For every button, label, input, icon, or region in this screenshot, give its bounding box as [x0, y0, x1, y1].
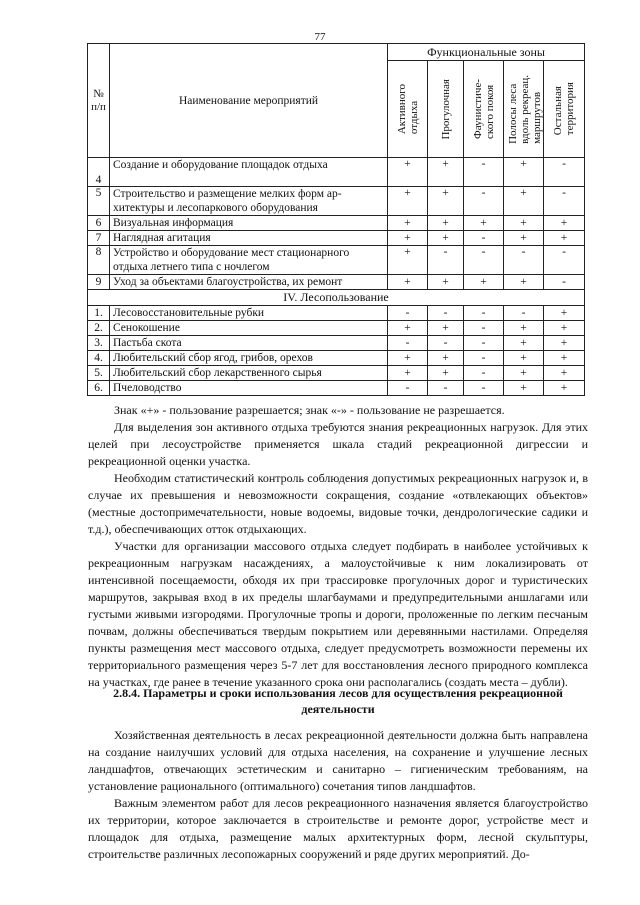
row-cell: + [504, 381, 544, 396]
row-cell: + [428, 231, 464, 246]
row-activity: Пастьба скота [110, 336, 388, 351]
row-cell: + [428, 216, 464, 231]
row-cell: - [544, 275, 585, 290]
row-cell: + [428, 321, 464, 336]
row-cell: + [544, 381, 585, 396]
row-cell: + [388, 231, 428, 246]
row-cell: - [428, 306, 464, 321]
header-number: № п/п [88, 44, 110, 158]
table-row [88, 246, 585, 275]
row-cell: + [504, 187, 544, 216]
row-cell: + [544, 306, 585, 321]
paragraph: Хозяйственная деятельность в лесах рекреационной деятельности должна быть направлена на создание наилучших условий для отдыха населения, на сохранение и улучшение лесных ландшафтов, отвечающих эстетическим и санитарно – гигиеническим требованиям, на установление рационального (оптимального) сочетания типов ландшафтов. [88, 728, 588, 793]
row-cell: + [504, 321, 544, 336]
row-cell: + [388, 351, 428, 366]
row-cell: + [388, 216, 428, 231]
row-activity: Сенокошение [110, 321, 388, 336]
header-zone-walking: Прогулочная [428, 61, 464, 158]
row-activity: Создание и оборудование площадок отдыха [110, 158, 388, 187]
row-cell: + [428, 187, 464, 216]
row-activity: Уход за объектами благоустройства, их ремонт [110, 275, 388, 290]
page-number: 77 [314, 31, 326, 43]
row-number: 1. [88, 306, 110, 321]
table-row [88, 158, 585, 187]
row-number: 4 [88, 158, 110, 187]
row-cell: - [544, 246, 585, 275]
paragraph: Важным элементом работ для лесов рекреационного назначения является благоустройство их территории, которое заключается в строительстве и ремонте дорог, устройстве мест и площадок для отдыха, размещение малых архитектурных форм, лесной скульптуры, строительстве различных лесопожарных сооружений и ряде других мероприятий. До- [88, 796, 588, 861]
table-row [88, 306, 585, 321]
header-zone-route-strips: Полосы леса вдоль рекреац. маршрутов [504, 61, 544, 158]
row-cell: - [464, 306, 504, 321]
row-number: 7 [88, 231, 110, 246]
row-cell: + [504, 366, 544, 381]
row-cell: + [504, 231, 544, 246]
row-cell: + [544, 216, 585, 231]
row-cell: + [544, 366, 585, 381]
row-cell: - [428, 246, 464, 275]
row-cell: - [464, 351, 504, 366]
row-number: 4. [88, 351, 110, 366]
zones-table [87, 43, 585, 396]
row-cell: + [544, 336, 585, 351]
legend-note: Знак «+» - пользование разрешается; знак «-» - пользование не разрешается. [114, 403, 505, 417]
row-cell: + [504, 336, 544, 351]
row-cell: - [504, 246, 544, 275]
row-cell: + [388, 158, 428, 187]
row-cell: - [464, 366, 504, 381]
row-activity: Наглядная агитация [110, 231, 388, 246]
row-number: 5 [88, 187, 110, 216]
row-cell: - [464, 246, 504, 275]
row-cell: - [388, 306, 428, 321]
row-cell: + [428, 275, 464, 290]
row-activity: Любительский сбор ягод, грибов, орехов [110, 351, 388, 366]
row-cell: - [464, 187, 504, 216]
table-row [88, 216, 585, 231]
header-activity-name: Наименование мероприятий [110, 44, 388, 158]
row-activity: Любительский сбор лекарственного сырья [110, 366, 388, 381]
row-cell: + [464, 275, 504, 290]
table-row [88, 366, 585, 381]
table-row [88, 231, 585, 246]
row-number: 3. [88, 336, 110, 351]
row-cell: + [504, 275, 544, 290]
row-number: 5. [88, 366, 110, 381]
header-zone-fauna-rest: Фаунистиче- ского покоя [464, 61, 504, 158]
row-activity: Устройство и оборудование мест стационарного отдыха летнего типа с ночлегом [110, 246, 388, 275]
row-cell: - [388, 381, 428, 396]
row-cell: + [388, 187, 428, 216]
row-cell: - [464, 321, 504, 336]
row-cell: + [388, 366, 428, 381]
row-cell: + [544, 351, 585, 366]
header-zone-active-rest: Активного отдыха [388, 61, 428, 158]
row-activity: Пчеловодство [110, 381, 388, 396]
table-row [88, 275, 585, 290]
row-cell: + [388, 321, 428, 336]
paragraph: Для выделения зон активного отдыха требуются знания рекреационных нагрузок. Для этих целей при лесоустройстве применяется шкала стадий рекреационной дигрессии и рекреационной оценки участка. [88, 420, 588, 468]
row-cell: - [464, 336, 504, 351]
row-cell: - [464, 381, 504, 396]
row-cell: - [544, 158, 585, 187]
row-cell: - [464, 231, 504, 246]
paragraph: Необходим статистический контроль соблюдения допустимых рекреационных нагрузок и, в случае их превышения и невозможности сокращения, создание «отвлекающих объектов» (местные достопримечательности, новые водоемы, видовые точки, дендрологические садики и т.д.), обеспечивающих отток отдыхающих. [88, 471, 588, 536]
row-number: 8 [88, 246, 110, 275]
table-row [88, 321, 585, 336]
table-row [88, 187, 585, 216]
row-cell: + [504, 216, 544, 231]
row-number: 6. [88, 381, 110, 396]
row-cell: + [388, 275, 428, 290]
row-cell: + [504, 158, 544, 187]
row-activity: Лесовосстановительные рубки [110, 306, 388, 321]
row-cell: + [428, 366, 464, 381]
row-cell: + [504, 351, 544, 366]
section-heading: 2.8.4. Параметры и сроки использования лесов для осуществления рекреационной деятельности [113, 686, 563, 716]
row-activity: Визуальная информация [110, 216, 388, 231]
row-number: 9 [88, 275, 110, 290]
table-section-row [88, 290, 585, 306]
row-cell: - [388, 336, 428, 351]
paragraph: Участки для организации массового отдыха следует подбирать в наиболее устойчивых к рекреационным нагрузкам насаждениях, а малоустойчивые к ним локализировать от интенсивной посещаемости, обходя их при трассировке прогулочных дорог и туристических маршрутов, закрывая вход в их пределы шлагбаумами и предупредительными аншлагами или густыми живыми изгородями. Прогулочные тропы и дороги, проложенные по легким песчаным почвам, должны обеспечиваться твердым покрытием или деревянными настилами. Определяя пункты размещения мест массового отдыха, следует предусмотреть возможности перемены их территориального размещения через 5-7 лет для восстановления лесного природного комплекса на участках, где ранее в течение указанного срока они располагались (создать места – дубли). [88, 539, 588, 689]
table-row [88, 351, 585, 366]
table-row [88, 336, 585, 351]
row-cell: - [504, 306, 544, 321]
row-number: 6 [88, 216, 110, 231]
row-cell: + [544, 321, 585, 336]
row-number: 2. [88, 321, 110, 336]
row-cell: - [544, 187, 585, 216]
header-functional-zones: Функциональные зоны [388, 44, 585, 61]
header-zone-other: Остальная территория [544, 61, 585, 158]
row-cell: - [464, 158, 504, 187]
section-title: IV. Лесопользование [88, 290, 585, 306]
row-cell: + [428, 351, 464, 366]
body-text-bottom [88, 727, 588, 863]
row-cell: + [544, 231, 585, 246]
row-cell: + [464, 216, 504, 231]
row-cell: + [428, 158, 464, 187]
row-activity: Строительство и размещение мелких форм ар- хитектуры и лесопаркового оборудования [110, 187, 388, 216]
body-text-top [88, 402, 588, 691]
row-cell: - [428, 336, 464, 351]
row-cell: + [388, 246, 428, 275]
row-cell: - [428, 381, 464, 396]
table-row [88, 381, 585, 396]
